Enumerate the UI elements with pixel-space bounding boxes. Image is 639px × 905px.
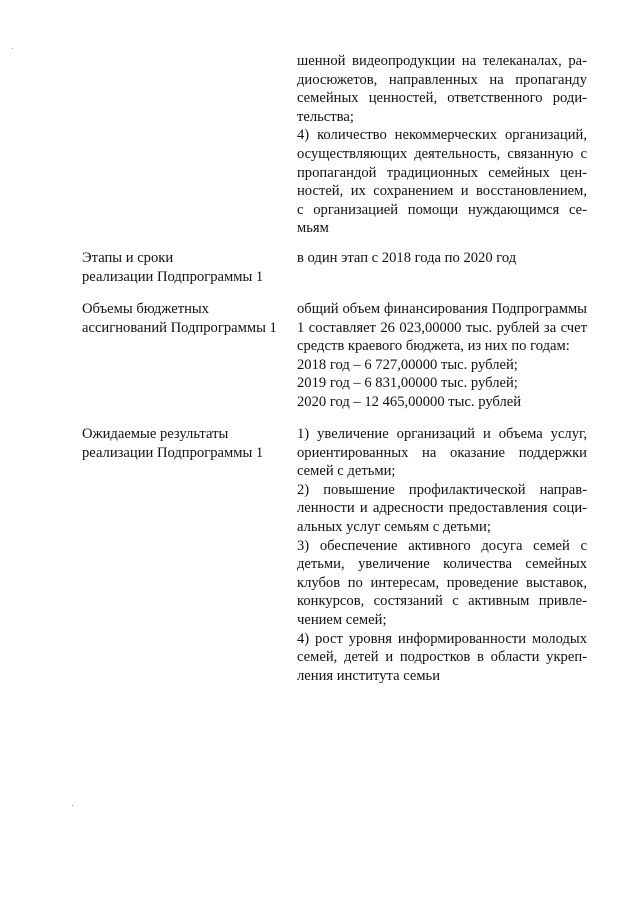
text-line: мьям — [297, 220, 329, 237]
text-line: средств краевого бюджета, из них по годам: — [297, 338, 570, 355]
continuation-text — [297, 52, 587, 238]
text-line: 2018 год – 6 727,00000 тыс. рублей; — [297, 356, 518, 373]
text-line: тельства; — [297, 108, 354, 125]
scan-speck — [72, 805, 73, 806]
row-content-stages — [297, 249, 587, 268]
label-line: Объемы бюджетных — [82, 301, 209, 317]
text-line: клубов по интересам, проведение выставок, — [297, 574, 587, 591]
text-line: семей, детей и подростков в области укреп- — [297, 649, 587, 666]
text-line: 2020 год – 12 465,00000 тыс. рублей — [297, 393, 522, 410]
text-line: 2) повышение профилактической направ- — [297, 481, 587, 498]
text-line: чением семей; — [297, 611, 387, 628]
text-line: ления института семьи — [297, 667, 441, 684]
text-line: семей с детьми; — [297, 463, 396, 480]
text-line: альных услуг семьям с детьми; — [297, 518, 491, 535]
text-line: 4) рост уровня информированности молодых — [297, 630, 587, 647]
text-line: ориентированных на оказание поддержки — [297, 444, 587, 461]
text-line: 1) увеличение организаций и объема услуг, — [297, 426, 587, 442]
text-line: 4) количество некоммерческих организаций, — [297, 127, 587, 144]
text-line: диосюжетов, направленных на пропаганду — [297, 71, 587, 88]
scan-speck — [12, 48, 13, 49]
text-line: в один этап с 2018 года по 2020 год — [297, 250, 517, 266]
text-line: детьми, увеличение количества семейных — [297, 556, 587, 573]
text-line: общий объем финансирования Подпрограммы — [297, 301, 587, 317]
row-label-budget — [82, 300, 277, 337]
text-line: семейных ценностей, ответственного роди- — [297, 90, 587, 107]
label-line: Этапы и сроки — [82, 250, 174, 266]
text-line: шенной видеопродукции на телеканалах, ра- — [297, 53, 587, 69]
label-line: реализации Подпрограммы 1 — [82, 444, 264, 461]
row-label-stages — [82, 249, 263, 286]
text-line: конкурсов, состязаний с активным привле- — [297, 593, 587, 610]
text-line: с организацией помощи нуждающимся се- — [297, 201, 587, 218]
label-line: реализации Подпрограммы 1 — [82, 268, 264, 285]
label-line: ассигнований Подпрограммы 1 — [82, 319, 277, 336]
text-line: ленности и адресности предоставления соци- — [297, 500, 587, 517]
text-line: осуществляющих деятельность, связанную с — [297, 145, 587, 162]
row-content-budget — [297, 300, 587, 412]
row-label-results — [82, 425, 263, 462]
row-content-results — [297, 425, 587, 685]
text-line: 2019 год – 6 831,00000 тыс. рублей; — [297, 375, 518, 392]
text-line: 3) обеспечение активного досуга семей с — [297, 537, 587, 554]
text-line: ностей, их сохранением и восстановлением, — [297, 183, 587, 200]
label-line: Ожидаемые результаты — [82, 426, 229, 442]
text-line: 1 составляет 26 023,00000 тыс. рублей за счет — [297, 319, 587, 336]
text-line: пропагандой традиционных семейных цен- — [297, 164, 587, 181]
